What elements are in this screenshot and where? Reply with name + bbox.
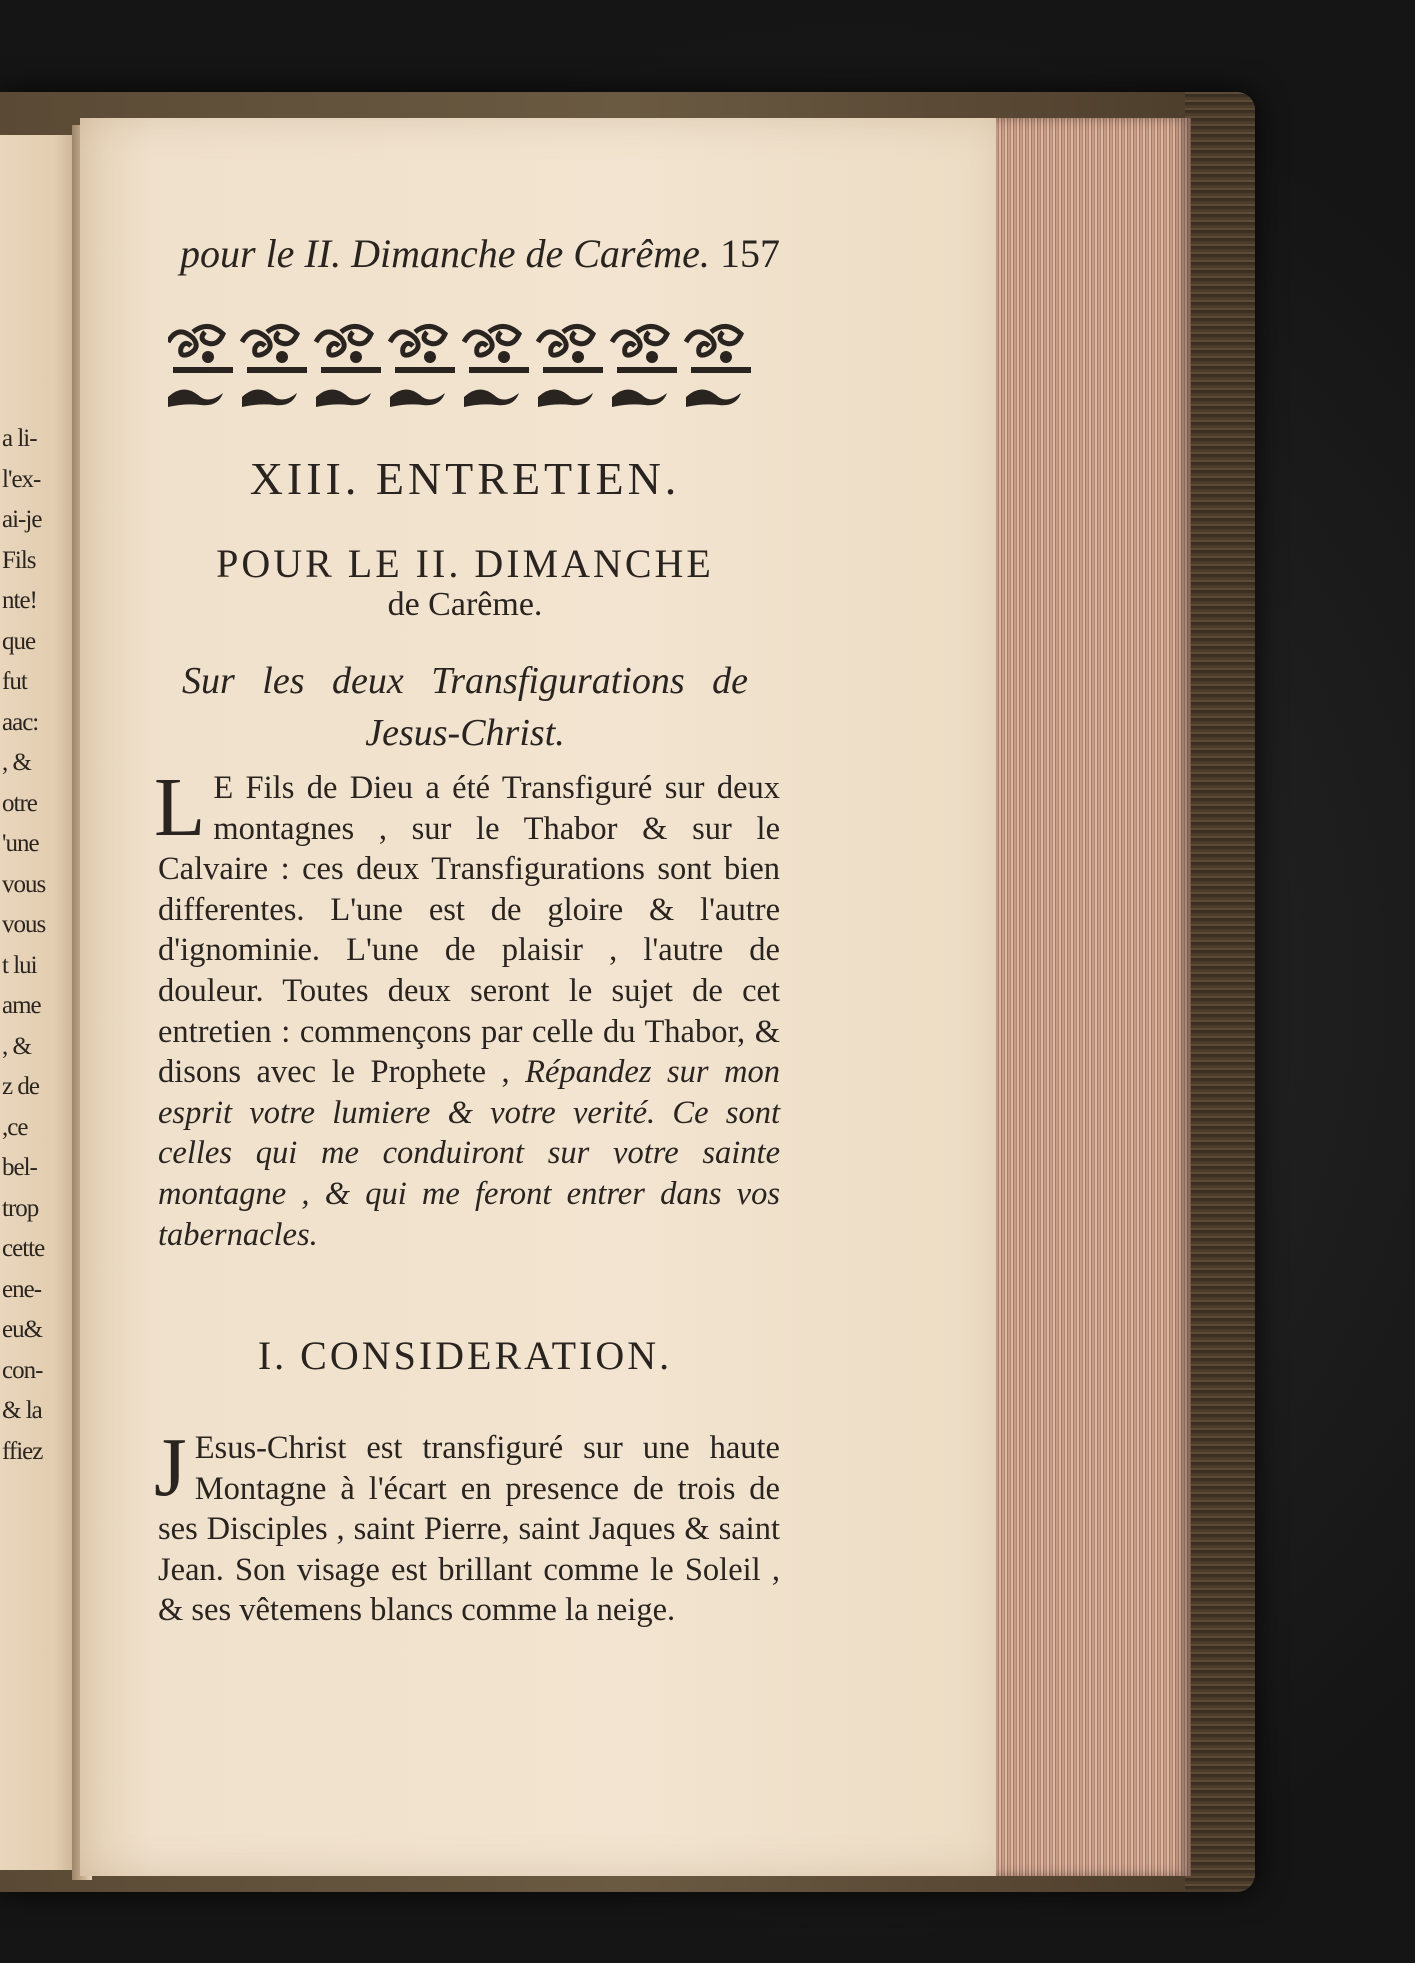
heading-careme: de Carême. (387, 586, 543, 623)
dropcap-l: L (154, 761, 206, 854)
left-page-line: l'ex- (2, 465, 41, 493)
paragraph-2 (154, 1421, 780, 1631)
left-page-line: trop (2, 1194, 39, 1222)
subtitle-line-1: Sur les deux Transfigurations de (181, 660, 749, 702)
left-page (0, 135, 78, 1870)
paragraph-1-text: E Fils de Dieu a été Transfiguré sur deux montagnes , sur le Thabor & sur le Calvaire : ces deux Transfigurations sont bien differentes. L'une est de gloire & l'autre d'ignominie. L'une de plaisir , l'autre de douleur. Toutes deux seront le sujet de cet entretien : commençons par celle du Thabor, & disons avec le Prophete , (158, 770, 780, 1091)
left-page-line: ,ce (2, 1113, 28, 1141)
cover-edge (1185, 92, 1255, 1892)
left-page-line: 'une (2, 830, 39, 857)
left-page-line: a li- (2, 425, 37, 452)
page-number: 157 (720, 231, 780, 276)
left-page-line: nte! (2, 587, 37, 614)
subtitle (150, 655, 780, 759)
page-fore-edge (996, 118, 1191, 1876)
left-page-line: otre (2, 789, 37, 817)
left-page-line: , & (2, 749, 31, 776)
running-head (180, 230, 780, 277)
left-page-line: Fils (2, 546, 36, 574)
left-page-line: fut (2, 668, 27, 695)
left-page-line: eu& (2, 1316, 43, 1343)
left-page-line: t lui (2, 951, 37, 979)
left-page-line: , & (2, 1032, 31, 1060)
left-page-line: ene- (2, 1275, 42, 1303)
left-page-line: z de (2, 1073, 39, 1100)
ornament-band (168, 322, 758, 417)
heading-entretien: XIII. ENTRETIEN. (249, 453, 681, 504)
left-page-line: cette (2, 1235, 45, 1262)
left-page-line: aac: (2, 708, 39, 736)
paragraph-2-text: Esus-Christ est transfiguré sur une haute Montagne à l'écart en presence de trois de ses Disciples , saint Pierre, saint Jaques & saint Jean. Son visage est brillant comme le Soleil , & ses vêtemens blancs comme la neige. (158, 1430, 780, 1629)
left-page-line: vous (2, 911, 46, 938)
running-head-title: pour le II. Dimanche de Carême. (180, 231, 710, 276)
left-page-line: que (2, 627, 36, 655)
paragraph-1 (154, 761, 780, 1255)
left-page-line: ai-je (2, 506, 42, 533)
left-page-line: ame (2, 992, 41, 1019)
left-page-line: ffiez (2, 1437, 43, 1465)
paragraph-1-quote: Répandez sur mon esprit votre lumiere & votre verité. Ce sont celles qui me conduiront sur votre sainte montagne , & qui me feront entrer dans vos tabernacles. (158, 1054, 780, 1253)
left-page-line: & la (2, 1397, 42, 1424)
dropcap-j: J (154, 1421, 187, 1514)
left-page-line: con- (2, 1356, 43, 1384)
section-heading: I. CONSIDERATION. (257, 1333, 673, 1378)
left-page-line: vous (2, 870, 46, 898)
subtitle-line-2: Jesus-Christ. (365, 712, 565, 754)
heading-dimanche: POUR LE II. DIMANCHE (216, 541, 714, 586)
left-page-line: bel- (2, 1154, 37, 1181)
